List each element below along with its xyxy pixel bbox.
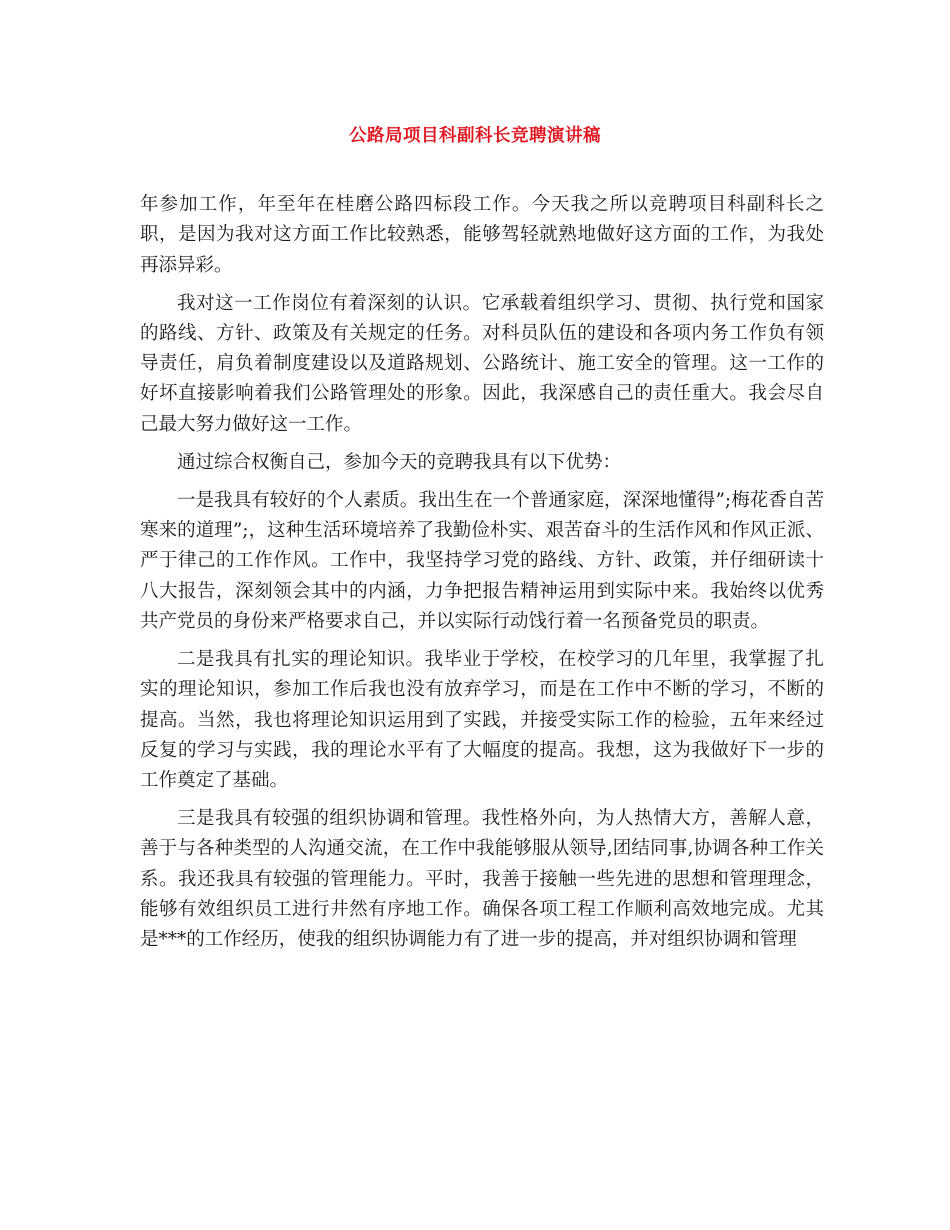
page-title: 公路局项目科副科长竞聘演讲稿 [349, 126, 601, 146]
paragraph-advantage-1: 一是我具有较好的个人素质。我出生在一个普通家庭，深深地懂得”;梅花香自苦寒来的道理”;，这种生活环境培养了我勤俭朴实、艰苦奋斗的生活作风和作风正派、严于律己的工作作风。工作中，我坚持学习党的路线、方针、政策，并仔细研读十八大报告，深刻领会其中的内涵，力争把报告精神运用到实际中来。我始终以优秀共产党员的身份来严格要求自己，并以实际行动饯行着一名预备党员的职责。 [140, 489, 824, 632]
paragraph-advantages-intro: 通过综合权衡自己，参加今天的竞聘我具有以下优势： [177, 451, 622, 473]
paragraph-role-understanding: 我对这一工作岗位有着深刻的认识。它承载着组织学习、贯彻、执行党和国家的路线、方针、政策及有关规定的任务。对科员队伍的建设和各项内务工作负有领导责任，肩负着制度建设以及道路规划、公路统计、施工安全的管理。这一工作的好坏直接影响着我们公路管理处的形象。因此，我深感自己的责任重大。我会尽自己最大努力做好这一工作。 [140, 292, 824, 435]
paragraph-advantage-3: 三是我具有较强的组织协调和管理。我性格外向，为人热情大方，善解人意，善于与各种类型的人沟通交流，在工作中我能够服从领导,团结同事,协调各种工作关系。我还我具有较强的管理能力。平时，我善于接触一些先进的思想和管理理念，能够有效组织员工进行井然有序地工作。确保各项工程工作顺利高效地完成。尤其是***的工作经历，使我的组织协调能力有了进一步的提高，并对组织协调和管理 [140, 808, 824, 951]
document-body [140, 190, 824, 963]
paragraph-advantage-2: 二是我具有扎实的理论知识。我毕业于学校，在校学习的几年里，我掌握了扎实的理论知识，参加工作后我也没有放弃学习，而是在工作中不断的学习，不断的提高。当然，我也将理论知识运用到了实践，并接受实际工作的检验，五年来经过反复的学习与实践，我的理论水平有了大幅度的提高。我想，这为我做好下一步的工作奠定了基础。 [140, 648, 824, 792]
paragraph-intro: 年参加工作，年至年在桂磨公路四标段工作。今天我之所以竞聘项目科副科长之职，是因为我对这方面工作比较熟悉，能够驾轻就熟地做好这方面的工作，为我处再添异彩。 [140, 194, 824, 276]
